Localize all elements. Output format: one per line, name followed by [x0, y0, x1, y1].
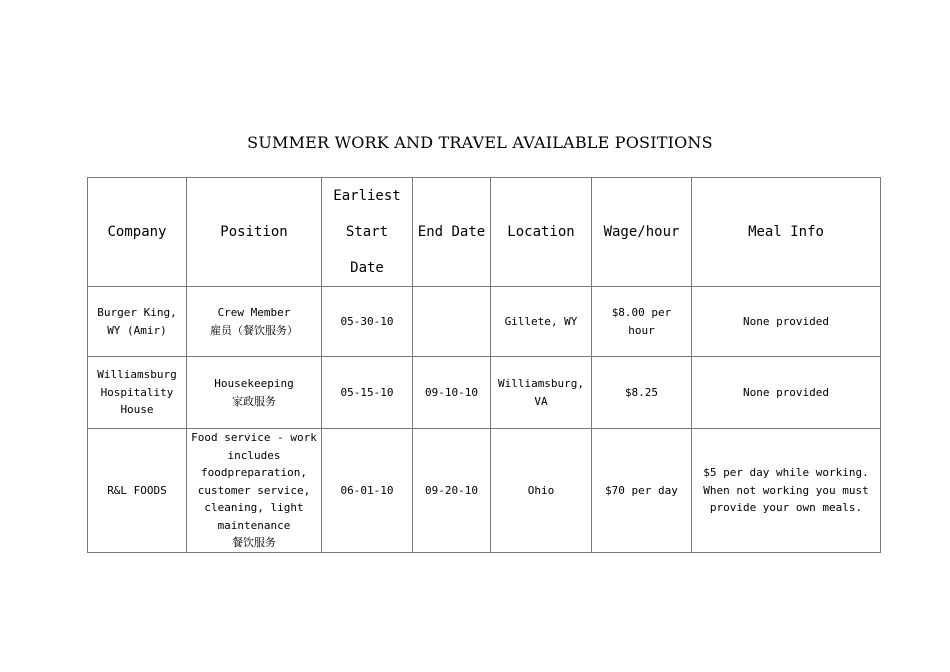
cell-meal-info	[692, 429, 881, 553]
position-line-chinese: 餐饮服务	[232, 536, 276, 549]
header-wage: Wage/hour	[592, 178, 692, 287]
cell-wage: $8.00 per hour	[592, 287, 692, 357]
cell-company: R&L FOODS	[88, 429, 187, 553]
position-line-chinese: 家政服务	[232, 394, 276, 408]
cell-wage: $8.25	[592, 357, 692, 429]
position-line: maintenance	[217, 518, 291, 532]
cell-position	[187, 429, 322, 553]
position-line: customer service,	[197, 483, 311, 497]
header-position: Position	[187, 178, 322, 287]
position-line: Food service - work	[191, 431, 317, 444]
cell-meal-info: None provided	[692, 287, 881, 357]
company-line: Hospitality	[100, 385, 174, 399]
meal-info-line: provide your own meals.	[709, 501, 863, 514]
meal-info-line: $5 per day while working.	[703, 466, 869, 479]
location-line: VA	[534, 394, 548, 408]
table-row	[88, 357, 881, 429]
company-line: Burger King,	[97, 306, 177, 319]
cell-company	[88, 357, 187, 429]
position-line-chinese: 雇员（餐饮服务）	[210, 323, 298, 337]
cell-company	[88, 287, 187, 357]
company-line: House	[120, 403, 154, 417]
cell-position	[187, 357, 322, 429]
cell-end-date: 09-10-10	[413, 357, 491, 429]
cell-start-date: 05-30-10	[322, 287, 413, 357]
company-line: Williamsburg	[97, 368, 177, 382]
table-header-row	[88, 178, 881, 287]
position-line: Crew Member	[217, 306, 291, 319]
document-title: SUMMER WORK AND TRAVEL AVAILABLE POSITIONS	[247, 133, 713, 152]
header-start-date-line1: Earliest	[333, 188, 401, 204]
table-row	[88, 429, 881, 553]
position-line: includes	[227, 448, 281, 462]
company-line: WY (Amir)	[107, 323, 167, 337]
location-line: Williamsburg,	[497, 377, 585, 390]
position-line: cleaning, light	[204, 501, 304, 514]
header-location: Location	[491, 178, 592, 287]
cell-wage: $70 per day	[592, 429, 692, 553]
header-start-date-line2: Start Date	[345, 224, 389, 276]
positions-table	[87, 177, 881, 553]
cell-start-date: 06-01-10	[322, 429, 413, 553]
header-end-date: End Date	[413, 178, 491, 287]
header-company: Company	[88, 178, 187, 287]
table-row	[88, 287, 881, 357]
header-start-date	[322, 178, 413, 287]
cell-meal-info: None provided	[692, 357, 881, 429]
cell-start-date: 05-15-10	[322, 357, 413, 429]
cell-position	[187, 287, 322, 357]
cell-end-date	[413, 287, 491, 357]
position-line: foodpreparation,	[201, 466, 307, 479]
cell-location: Gillete, WY	[491, 287, 592, 357]
cell-location: Ohio	[491, 429, 592, 553]
cell-end-date: 09-20-10	[413, 429, 491, 553]
position-line: Housekeeping	[214, 377, 294, 390]
cell-location	[491, 357, 592, 429]
header-meal-info: Meal Info	[692, 178, 881, 287]
meal-info-line: When not working you must	[703, 483, 869, 497]
